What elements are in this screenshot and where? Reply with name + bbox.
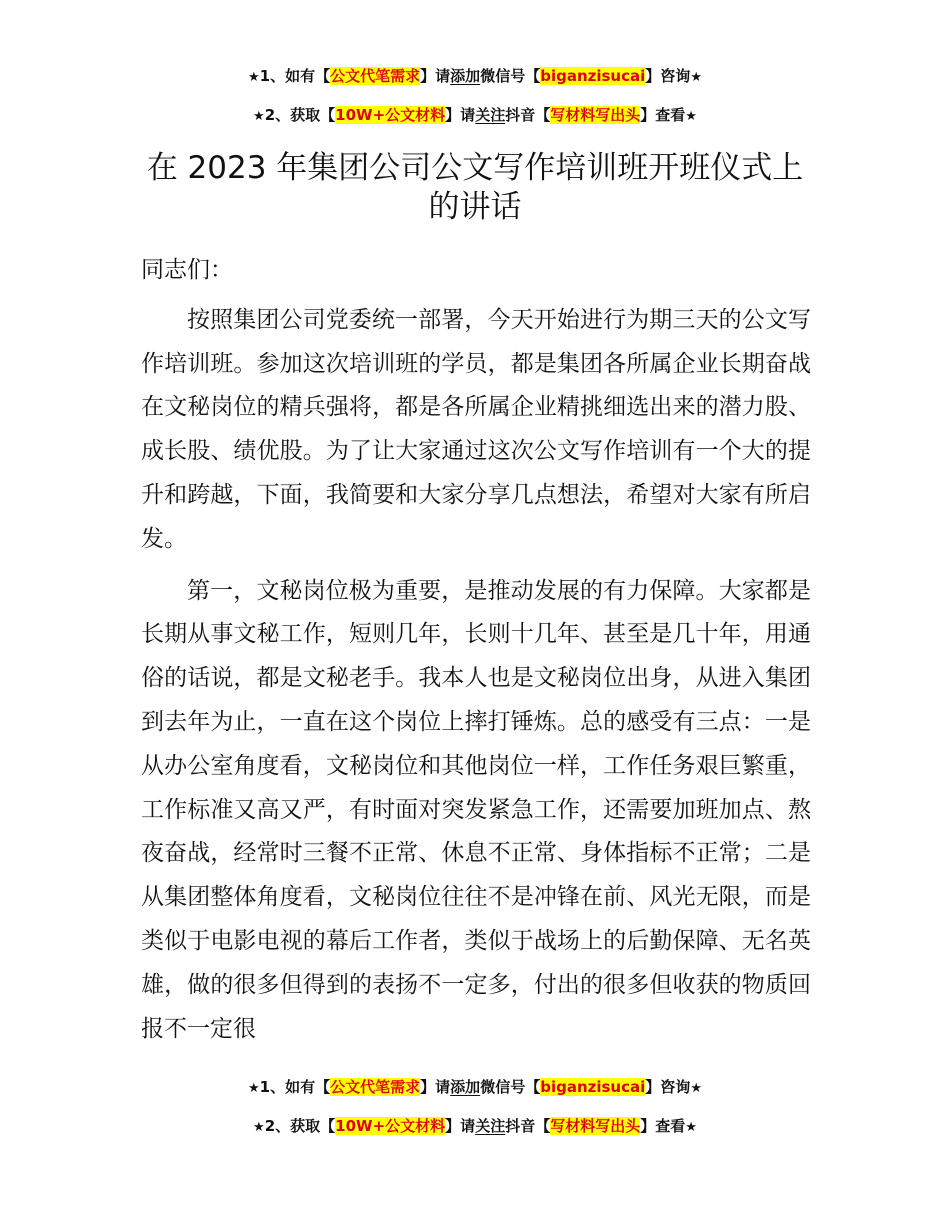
star-icon: ★ [690,1081,702,1096]
bracket: 【 [535,1117,551,1135]
promo-line-2 [0,105,950,125]
bracket: 【 [315,1078,331,1096]
bracket: 】 [640,1117,656,1135]
bracket: 】 [420,1078,436,1096]
promo-prefix: 1、如有 [259,67,316,85]
promo-prefix: 1、如有 [259,1078,316,1096]
star-icon: ★ [690,70,702,85]
promo-underlined-action: 添加 [450,67,481,85]
promo-text: 微信号 [480,1078,526,1096]
footer-promo-banner [0,1077,950,1136]
promo-text: 请 [435,67,451,85]
title-line-2: 的讲话 [428,189,522,225]
promo-text: 微信号 [480,67,526,85]
promo-text: 咨询 [660,67,691,85]
bracket: 【 [320,1117,336,1135]
bracket: 】 [645,67,661,85]
promo-text: 查看 [655,106,686,124]
promo-highlight-service: 公文代笔需求 [330,67,421,85]
bracket: 【 [525,1078,541,1096]
promo-text: 抖音 [505,106,536,124]
promo-highlight-materials: 10W+公文材料 [335,1117,446,1135]
star-icon: ★ [248,70,260,85]
promo-text: 查看 [655,1117,686,1135]
title-line-1: 在 2023 年集团公司公文写作培训班开班仪式上 [146,150,804,186]
header-promo-banner [0,66,950,125]
bracket: 】 [640,106,656,124]
promo-highlight-materials: 10W+公文材料 [335,106,446,124]
star-icon: ★ [685,1120,697,1135]
promo-text: 抖音 [505,1117,536,1135]
promo-text: 咨询 [660,1078,691,1096]
bracket: 【 [535,106,551,124]
star-icon: ★ [253,109,265,124]
promo-line-1 [0,66,950,86]
promo-text: 请 [460,1117,476,1135]
bracket: 】 [420,67,436,85]
body-paragraph: 第一，文秘岗位极为重要，是推动发展的有力保障。大家都是长期从事文秘工作，短则几年，长则十几年、甚至是几十年，用通俗的话说，都是文秘老手。我本人也是文秘岗位出身，从进入集团到去年为止，一直在这个岗位上摔打锤炼。总的感受有三点：一是从办公室角度看，文秘岗位和其他岗位一样，工作任务艰巨繁重，工作标准又高又严，有时面对突发紧急工作，还需要加班加点、熬夜奋战，经常时三餐不正常、休息不正常、身体指标不正常；二是从集团整体角度看，文秘岗位往往不是冲锋在前、风光无限，而是类似于电影电视的幕后工作者，类似于战场上的后勤保障、无名英雄，做的很多但得到的表扬不一定多，付出的很多但收获的物质回报不一定很 [141,577,811,1042]
promo-highlight-service: 公文代笔需求 [330,1078,421,1096]
document-title [0,149,950,227]
bracket: 【 [315,67,331,85]
promo-text: 请 [460,106,476,124]
promo-text: 请 [435,1078,451,1096]
promo-line-1 [0,1077,950,1097]
bracket: 【 [320,106,336,124]
bracket: 】 [445,106,461,124]
promo-highlight-douyin-account: 写材料写出头 [550,106,641,124]
promo-underlined-action: 关注 [475,106,506,124]
bracket: 【 [525,67,541,85]
promo-underlined-action: 添加 [450,1078,481,1096]
salutation: 同志们： [141,257,233,283]
body-paragraph: 按照集团公司党委统一部署，今天开始进行为期三天的公文写作培训班。参加这次培训班的学员，都是集团各所属企业长期奋战在文秘岗位的精兵强将，都是各所属企业精挑细选出来的潜力股、成长股、绩优股。为了让大家通过这次公文写作培训有一个大的提升和跨越，下面，我简要和大家分享几点想法，希望对大家有所启发。 [141,306,811,552]
promo-highlight-wechat-id: biganzisucai [540,67,646,85]
star-icon: ★ [248,1081,260,1096]
document-body [141,249,811,1051]
promo-prefix: 2、获取 [264,1117,321,1135]
star-icon: ★ [253,1120,265,1135]
promo-highlight-wechat-id: biganzisucai [540,1078,646,1096]
star-icon: ★ [685,109,697,124]
bracket: 】 [645,1078,661,1096]
promo-line-2 [0,1116,950,1136]
promo-prefix: 2、获取 [264,106,321,124]
promo-underlined-action: 关注 [475,1117,506,1135]
promo-highlight-douyin-account: 写材料写出头 [550,1117,641,1135]
bracket: 】 [445,1117,461,1135]
